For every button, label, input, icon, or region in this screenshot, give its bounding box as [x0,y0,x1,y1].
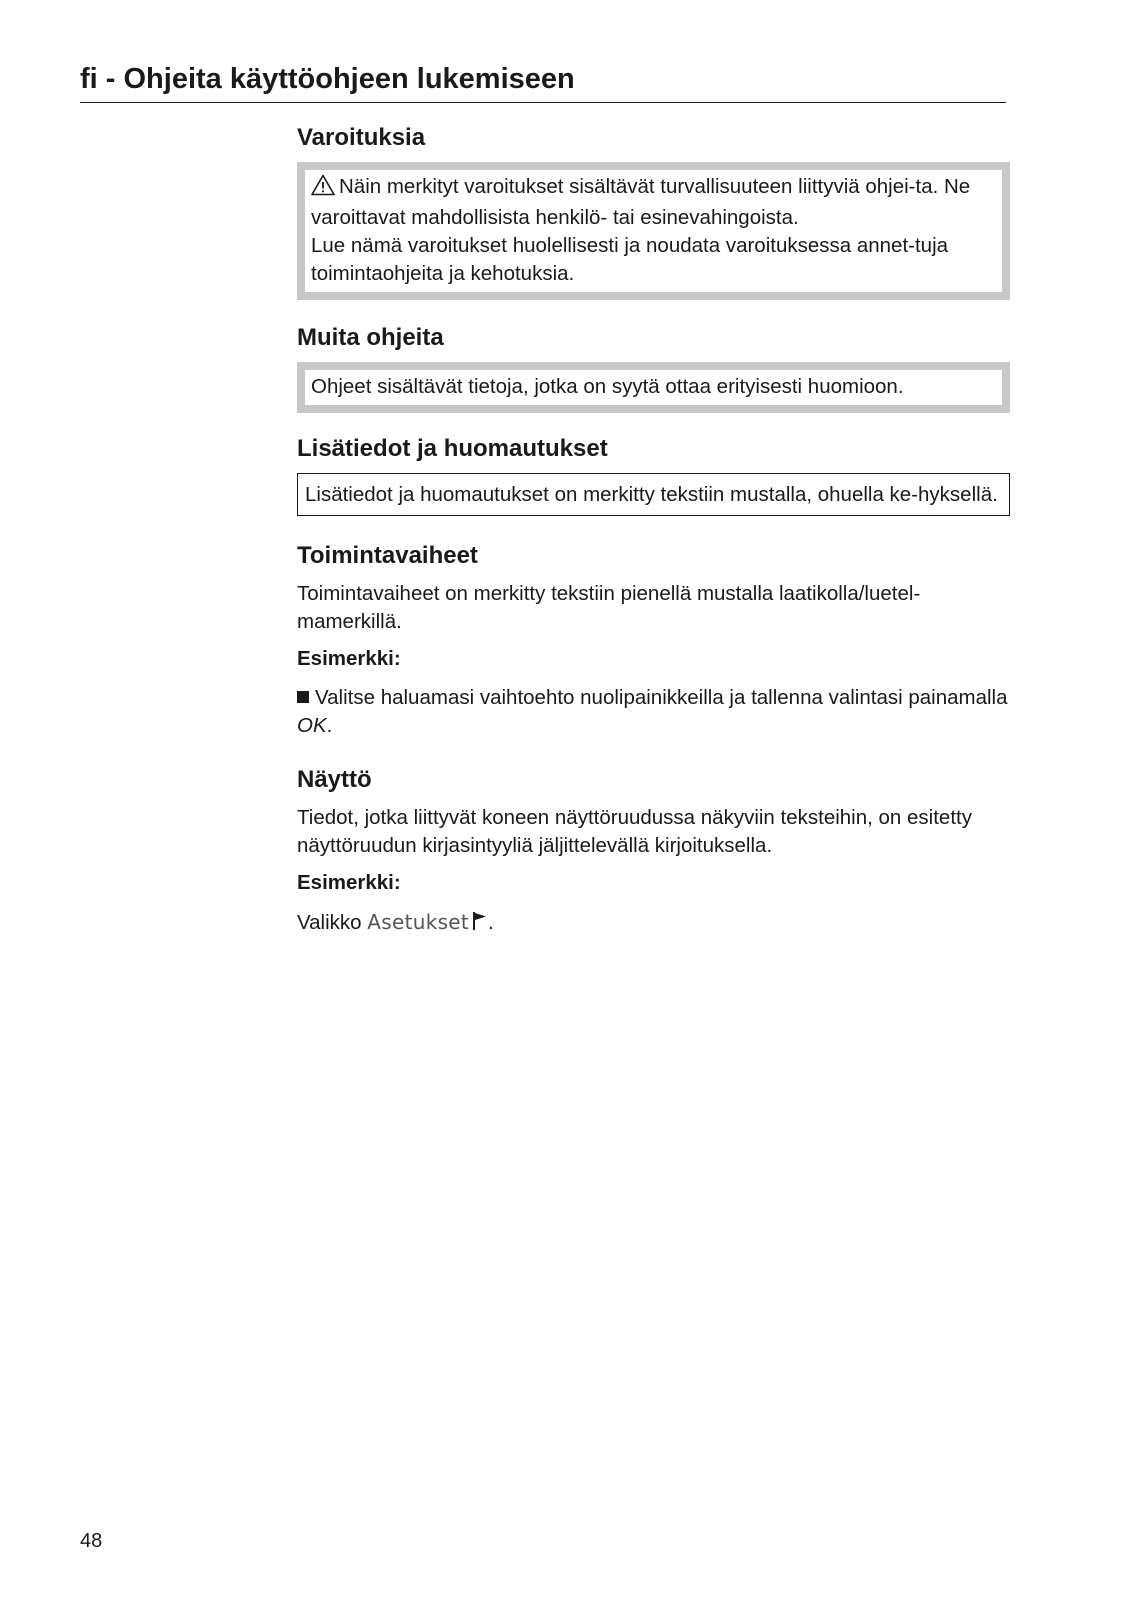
display-example-label: Esimerkki: [297,871,401,894]
display-example [297,908,1010,939]
content [297,122,1010,939]
note-box [297,362,1010,413]
ok-label: OK [297,714,327,737]
info-text: Lisätiedot ja huomautukset on merkitty tekstiin mustalla, ohuella ke-hyksellä. [305,483,998,506]
warning-line-1: Näin merkityt varoitukset sisältävät turvallisuuteen liittyviä ohjei-ta. Ne varoittavat mahdollisista henkilö- tai esinevahingoista. [311,175,971,229]
steps-example-label: Esimerkki: [297,647,401,670]
steps-example [297,684,1010,740]
warning-text-1 [311,173,992,232]
warning-box [297,162,1010,300]
display-example-prefix: Valikko [297,911,368,934]
section-display [297,764,1010,939]
steps-example-end: . [326,714,333,737]
heading-display: Näyttö [297,766,372,793]
display-text: Tiedot, jotka liittyvät koneen näyttöruudussa näkyviin teksteihin, on esitetty näyttöruudun kirjasintyyliä jäljittelevällä kirjoituksella. [297,806,972,857]
steps-text: Toimintavaiheet on merkitty tekstiin pienellä mustalla laatikolla/luetel-mamerkillä. [297,582,921,633]
heading-warnings: Varoituksia [297,124,426,151]
section-steps [297,540,1010,740]
display-example-end: . [488,911,494,934]
note-text: Ohjeet sisältävät tietoja, jotka on syytä ottaa erityisesti huomioon. [311,375,904,398]
heading-other: Muita ohjeita [297,324,444,351]
page-title: fi - Ohjeita käyttöohjeen lukemiseen [80,63,575,95]
heading-info: Lisätiedot ja huomautukset [297,435,608,462]
section-other [297,322,1010,413]
steps-example-text: Valitse haluamasi vaihtoehto nuolipainikkeilla ja tallenna valintasi painamalla [315,686,1008,709]
step-bullet-icon [297,691,309,703]
page-header [80,60,1006,103]
display-menu-text: Asetukset [367,910,470,934]
warning-triangle-icon [311,174,335,204]
warning-line-2: Lue nämä varoitukset huolellisesti ja noudata varoituksessa annet-tuja toimintaohjeita ja kehotuksia. [311,234,949,285]
flag-icon [472,911,488,939]
heading-steps: Toimintavaiheet [297,542,478,569]
section-warnings [297,122,1010,300]
info-box [297,473,1010,516]
section-info [297,433,1010,516]
page-number: 48 [80,1530,103,1552]
